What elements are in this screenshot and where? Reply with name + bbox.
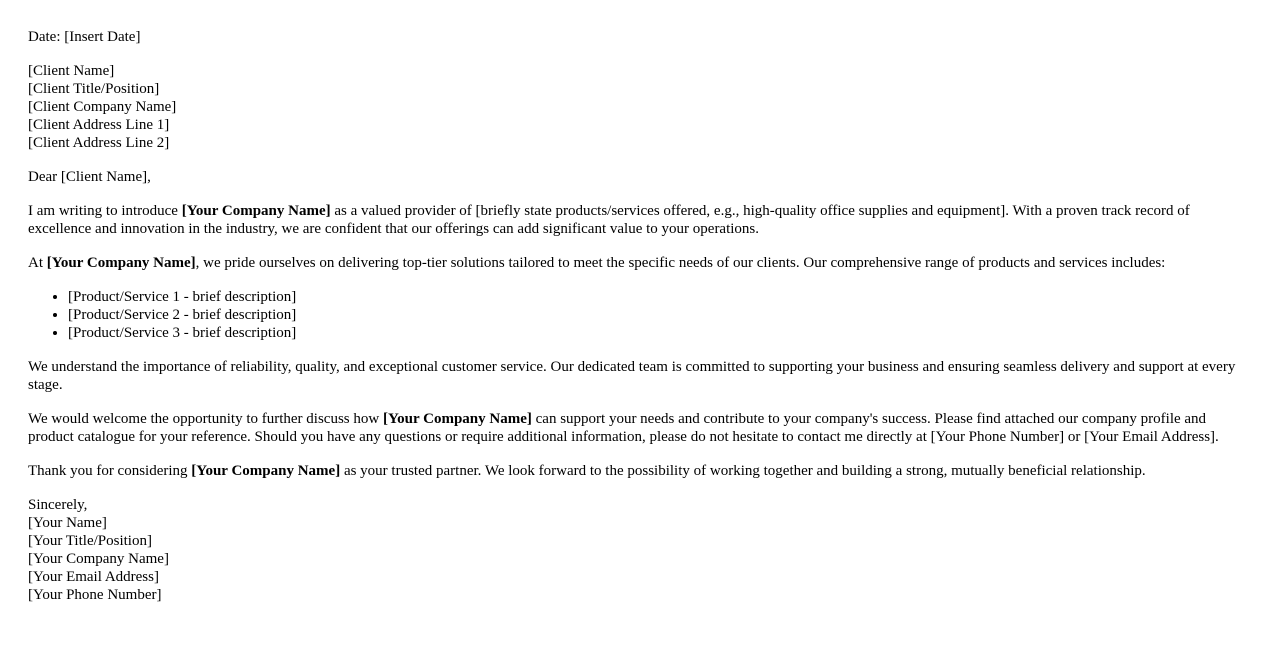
closing: Sincerely, xyxy=(28,497,88,513)
salutation: Dear [Client Name], xyxy=(28,169,151,185)
signature-name: [Your Name] xyxy=(28,515,107,531)
commitment-paragraph: We understand the importance of reliability, quality, and exceptional customer service. Our dedicated team is committed to supporting your business and ensuring seamless delivery and support at every stage. xyxy=(28,359,1236,393)
date-line: Date: [Insert Date] xyxy=(28,29,141,45)
thanks-text-a: Thank you for considering xyxy=(28,463,192,479)
signature-email: [Your Email Address] xyxy=(28,569,159,585)
recipient-company: [Client Company Name] xyxy=(28,99,177,115)
services-list xyxy=(28,288,1254,342)
discussion-paragraph xyxy=(28,410,1254,446)
services-intro-paragraph xyxy=(28,254,1254,272)
services-company-name: [Your Company Name] xyxy=(46,255,196,271)
recipient-address-1: [Client Address Line 1] xyxy=(28,117,170,133)
recipient-title: [Client Title/Position] xyxy=(28,81,160,97)
thanks-company-name: [Your Company Name] xyxy=(191,463,341,479)
thanks-paragraph xyxy=(28,462,1254,480)
intro-company-name: [Your Company Name] xyxy=(181,203,331,219)
intro-paragraph xyxy=(28,202,1254,238)
recipient-address-2: [Client Address Line 2] xyxy=(28,135,170,151)
recipient-block xyxy=(28,62,1254,152)
recipient-name: [Client Name] xyxy=(28,63,115,79)
signature-block xyxy=(28,496,1254,604)
discussion-company-name: [Your Company Name] xyxy=(382,411,532,427)
letter-body xyxy=(28,28,1254,620)
services-intro-text-a: At xyxy=(28,255,47,271)
discussion-text-c: can support your needs and contribute to your company's success. Please find attached our company profile and product catalogue for your reference. Should you have any questions or require additional information, please do not hesitate to contact me directly at [Your Phone Number] or [Your Email Address]. xyxy=(28,411,1219,445)
intro-text-a: I am writing to introduce xyxy=(28,203,182,219)
list-item: • [Product/Service 1 - brief description] xyxy=(68,288,1254,306)
intro-text-c: as a valued provider of [briefly state products/services offered, e.g., high-quality office supplies and equipment]. With a proven track record of excellence and innovation in the industry, we are confident that our offerings can add significant value to your operations. xyxy=(28,203,1190,237)
signature-company: [Your Company Name] xyxy=(28,551,169,567)
discussion-text-a: We would welcome the opportunity to further discuss how xyxy=(28,411,383,427)
signature-title: [Your Title/Position] xyxy=(28,533,152,549)
signature-phone: [Your Phone Number] xyxy=(28,587,162,603)
services-intro-text-c: , we pride ourselves on delivering top-tier solutions tailored to meet the specific needs of our clients. Our comprehensive range of products and services includes: xyxy=(195,255,1166,271)
list-item: • [Product/Service 2 - brief description] xyxy=(68,306,1254,324)
list-item: • [Product/Service 3 - brief description] xyxy=(68,324,1254,342)
thanks-text-c: as your trusted partner. We look forward to the possibility of working together and building a strong, mutually beneficial relationship. xyxy=(340,463,1146,479)
